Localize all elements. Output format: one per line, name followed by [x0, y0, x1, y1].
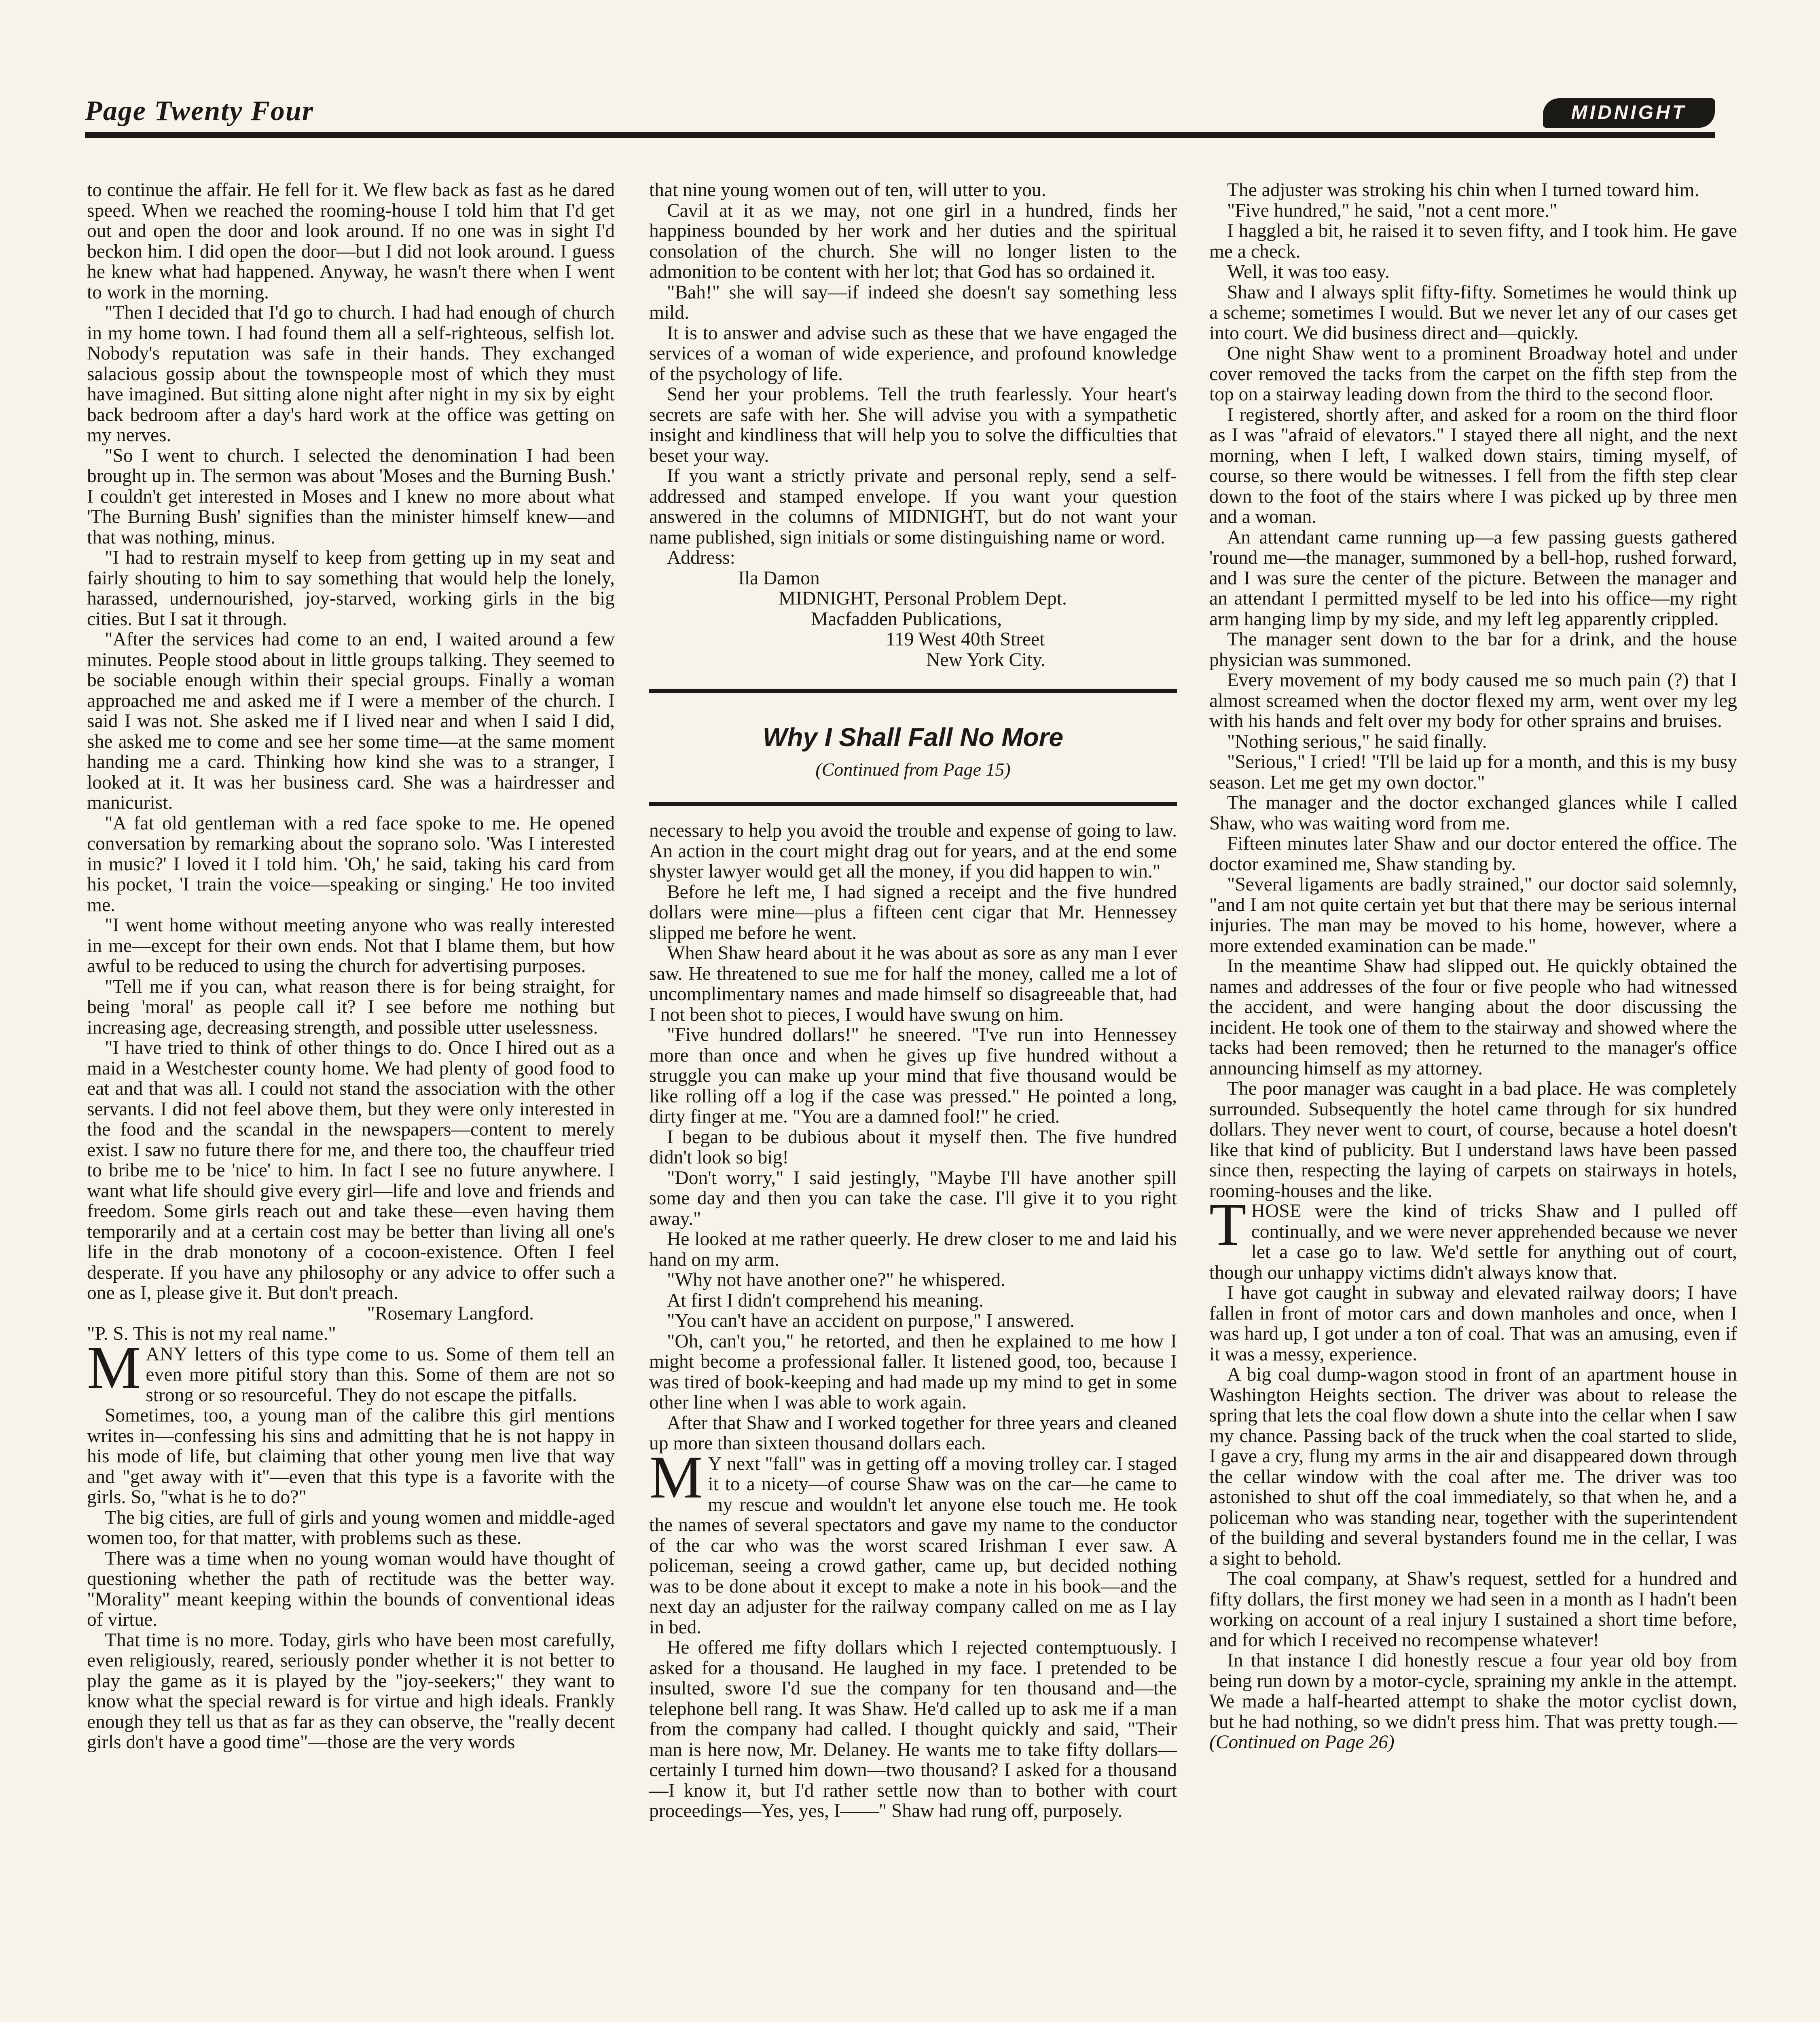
- paragraph-text: next "fall" was in getting off a moving trolley car. I staged it to a nicety—of course Shaw was on the car—he came to my rescue and wouldn't let anyone else touch me. He took the names of several spectators and gave my name to the conductor of the car who was the worst scared Irishman I ever saw. A policeman, seeing a crowd gather, came up, but decided nothing was to be done about it except to make a note in his book—and the next day an adjuster for the railway company called on me as I lay in bed.: [649, 1453, 1177, 1638]
- paragraph: Send her your problems. Tell the truth fearlessly. Your heart's secrets are safe with her. She will advise you with a sympathetic insight and kindliness that will help you to solve the difficulties that beset your way.: [649, 384, 1177, 466]
- paragraph: Sometimes, too, a young man of the calibre this girl mentions writes in—confessing his sins and admitting that he is not happy in his mode of life, but claiming that other young men live that way and "get away with it"—even that this type is a favorite with the girls. So, "what is he to do?": [87, 1405, 615, 1508]
- address-city: New York City.: [926, 649, 1046, 670]
- paragraph-dropcap: [1209, 1191, 1737, 1283]
- continued-from-note: (Continued from Page 15): [815, 759, 1011, 780]
- continued-on-note: (Continued on Page 26): [1209, 1732, 1395, 1753]
- paragraph: "Serious," I cried! "I'll be laid up for a month, and this is my busy season. Let me get my own doctor.": [1209, 751, 1737, 793]
- page-number: Page Twenty Four: [85, 95, 314, 127]
- paragraph: When Shaw heard about it he was about as sore as any man I ever saw. He threatened to sue me for half the money, called me a lot of uncomplimentary names and made himself so disagreeable that, had I not been shot to pieces, I would have swung on him.: [649, 943, 1177, 1025]
- paragraph: "I went home without meeting anyone who was really interested in me—except for their own ends. Not that I blame them, but how awful to be reduced to using the church for advertising purposes.: [87, 915, 615, 977]
- page-header: [85, 95, 1715, 148]
- paragraph: If you want a strictly private and personal reply, send a self-addressed and stamped envelope. If you want your question answered in the columns of MIDNIGHT, but do not want your name published, sign initials or some distinguishing name or word.: [649, 465, 1177, 548]
- paragraph: I haggled a bit, he raised it to seven fifty, and I took him. He gave me a check.: [1209, 220, 1737, 262]
- paragraph: "Nothing serious," he said finally.: [1227, 731, 1487, 752]
- dropcap-continuation: ANY: [146, 1343, 188, 1365]
- paragraph: Fifteen minutes later Shaw and our doctor entered the office. The doctor examined me, Shaw standing by.: [1209, 833, 1737, 875]
- paragraph: The coal company, at Shaw's request, settled for a hundred and fifty dollars, the first money we had seen in a month as I hadn't been working on account of a real injury I sustained a short time before, and for which I received no recompense whatever!: [1209, 1568, 1737, 1651]
- paragraph: "Several ligaments are badly strained," our doctor said solemnly, "and I am not quite certain yet but that there may be serious internal injuries. The man may be moved to his home, however, where a more extended examination can be made.": [1209, 874, 1737, 956]
- paragraph: "Tell me if you can, what reason there is for being straight, for being 'moral' as people call it? I see before me nothing but increasing age, decreasing strength, and possible utter uselessness.: [87, 976, 615, 1038]
- paragraph: That time is no more. Today, girls who have been most carefully, even religiously, reared, seriously ponder whether it is not better to play the game as it is played by the "joy-seekers;" they want to know what the special reward is for virtue and high ideals. Frankly enough they tell us that as far as they can observe, the "really decent girls don't have a good time"—those are the very words: [87, 1629, 615, 1753]
- paragraph: "Don't worry," I said jestingly, "Maybe I'll have another spill some day and then you can take the case. I'll give it to you right away.": [649, 1167, 1177, 1229]
- paragraph: "Five hundred," he said, "not a cent more.": [1227, 200, 1558, 221]
- paragraph: "After the services had come to an end, I waited around a few minutes. People stood about in little groups talking. They seemed to be sociable enough within their special groups. Finally a woman approached me and asked me if I were a member of the church. I said I was not. She asked me if I lived near and when I said I did, she asked me to come and see her some time—at the same moment handing me a card. Thinking how kind she was to a stranger, I looked at it. It was her business card. She was a hairdresser and manicurist.: [87, 629, 615, 813]
- paragraph: The manager sent down to the bar for a drink, and the house physician was summoned.: [1209, 629, 1737, 670]
- paragraph: Every movement of my body caused me so much pain (?) that I almost screamed when the doctor flexed my arm, went over my leg with his hands and felt over my body for other sprains and bruises.: [1209, 670, 1737, 732]
- dropcap-continuation: HOSE: [1251, 1201, 1302, 1222]
- paragraph: He offered me fifty dollars which I rejected contemptuously. I asked for a thousand. He laughed in my face. I pretended to be insulted, swore I'd sue the company for ten thousand and—the telephone bell rang. It was Shaw. He'd called up to ask me if a man from the company had called. I thought quickly and said, "Their man is here now, Mr. Delaney. He wants me to take fifty dollars—certainly I turned him down—two thousand? I asked for a thousand—I know it, but I'd rather settle now than to bother with court proceedings—Yes, yes, I——" Shaw had rung off, purposely.: [649, 1637, 1177, 1821]
- address-name: Ila Damon: [738, 567, 820, 589]
- paragraph-dropcap: [649, 1443, 1177, 1638]
- drop-cap: M: [649, 1443, 703, 1511]
- header-rule: [85, 132, 1715, 138]
- address-company: Macfadden Publications,: [811, 608, 1002, 630]
- letter-signature: "Rosemary Langford.: [367, 1303, 534, 1324]
- paragraph: Shaw and I always split fifty-fifty. Sometimes he would think up a scheme; sometimes I would. But we never let any of our cases get into court. We did business direct and—quickly.: [1209, 281, 1737, 344]
- mailing-address: [649, 548, 1177, 670]
- paragraph: "Then I decided that I'd go to church. I had had enough of church in my home town. I had found them all a self-righteous, selfish lot. Nobody's reputation was safe in their hands. They exchanged salacious gossip about the townspeople most of which they must have imagined. But sitting alone night after night in my six by eight back bedroom after a day's hard work at the office was getting on my nerves.: [87, 302, 615, 446]
- drop-cap: T: [1209, 1191, 1246, 1258]
- address-dept: MIDNIGHT, Personal Problem Dept.: [779, 588, 1067, 609]
- paragraph: "So I went to church. I selected the denomination I had been brought up in. The sermon was about 'Moses and the Burning Bush.' I couldn't get interested in Moses and I knew no more about what 'The Burning Bush' signifies than the minister himself knew—and that was nothing, minus.: [87, 445, 615, 548]
- paragraph: It is to answer and advise such as these that we have engaged the services of a woman of wide experience, and profound knowledge of the psychology of life.: [649, 322, 1177, 385]
- paragraph: "You can't have an accident on purpose," I answered.: [667, 1310, 1075, 1331]
- paragraph: "Why not have another one?" he whispered.: [667, 1269, 1005, 1290]
- section-rule: [649, 802, 1177, 806]
- column-1: [87, 180, 615, 1753]
- paragraph: Cavil at it as we may, not one girl in a hundred, finds her happiness bounded by her work and her duties and the spiritual consolation of the church. She will no longer listen to the admonition to be content with her lot; that God has so ordained it.: [649, 200, 1177, 282]
- paragraph-text: letters of this type come to us. Some of them tell an even more pitiful story than this. Some of them are not so strong or so resourceful. They do not escape the pitfalls.: [146, 1343, 615, 1406]
- paragraph: that nine young women out of ten, will utter to you.: [649, 180, 1046, 201]
- address-street: 119 West 40th Street: [886, 629, 1045, 650]
- paragraph: A big coal dump-wagon stood in front of an apartment house in Washington Heights section. The driver was about to release the spring that lets the coal flow down a shute into the cellar when I saw my chance. Passing back of the truck when the coal started to slide, I gave a cry, flung my arms in the air and disappeared down through the cellar window with the coal after me. The driver was too astonished to shut off the coal immediately, so that when he, and a policeman who was standing near, together with the superintendent of the building and several bystanders found me in the cellar, I was a sight to behold.: [1209, 1364, 1737, 1569]
- paragraph: "Oh, can't you," he retorted, and then he explained to me how I might become a professional faller. It listened good, too, because I was tired of book-keeping and had made up my mind to get in some other line when I was able to work again.: [649, 1330, 1177, 1413]
- paragraph-dropcap: [87, 1334, 615, 1406]
- address-label: Address:: [667, 547, 735, 568]
- paragraph: After that Shaw and I worked together for three years and cleaned up more than sixteen thousand dollars each.: [649, 1412, 1177, 1454]
- paragraph: The manager and the doctor exchanged glances while I called Shaw, who was waiting word from me.: [1209, 792, 1737, 834]
- paragraph: In the meantime Shaw had slipped out. He quickly obtained the names and addresses of the four or five people who had witnessed the accident, and were hanging about the door discussing the incident. He took one of them to the stairway and showed where the tacks had been removed; then he returned to the manager's office announcing himself as my attorney.: [1209, 956, 1737, 1079]
- story-headline: Why I Shall Fall No More: [762, 723, 1064, 752]
- paragraph: An attendant came running up—a few passing guests gathered 'round me—the manager, summoned by a bell-hop, rushed forward, and I was sure the center of the picture. Between the manager and an attendant I permitted myself to be led into his office—my right arm hanging limp by my side, and my left leg apparently crippled.: [1209, 527, 1737, 630]
- paragraph: necessary to help you avoid the trouble and expense of going to law. An action in the court might drag out for years, and at the end some shyster lawyer would get all the money, if you did happen to win.": [649, 820, 1177, 882]
- column-3: [1209, 180, 1737, 1753]
- masthead-logo: MIDNIGHT: [1543, 98, 1715, 128]
- paragraph: The poor manager was caught in a bad place. He was completely surrounded. Subsequently the hotel came through for six hundred dollars. They never went to court, of course, because a hotel doesn't like that kind of publicity. But I understand laws have been passed since then, respecting the laying of carpets on stairways in hotels, rooming-houses and the like.: [1209, 1078, 1737, 1201]
- section-rule: [649, 689, 1177, 693]
- paragraph: [1209, 1650, 1737, 1753]
- paragraph: The adjuster was stroking his chin when I turned toward him.: [1227, 180, 1699, 201]
- paragraph: I have got caught in subway and elevated railway doors; I have fallen in front of motor cars and down manholes and once, when I was hard up, I got under a ton of coal. That was an amusing, even if it was a messy, experience.: [1209, 1282, 1737, 1365]
- paragraph: Before he left me, I had signed a receipt and the five hundred dollars were mine—plus a fifteen cent cigar that Mr. Hennessey slipped me before he went.: [649, 881, 1177, 943]
- paragraph: The big cities, are full of girls and young women and middle-aged women too, for that matter, with problems such as these.: [87, 1507, 615, 1548]
- paragraph: Well, it was too easy.: [1227, 261, 1390, 282]
- letter-postscript: "P. S. This is not my real name.": [87, 1323, 336, 1344]
- paragraph: "I had to restrain myself to keep from getting up in my seat and fairly shouting to him to say something that would help the lonely, harassed, undernourished, joy-starved, working girls in the big cities. But I sat it through.: [87, 547, 615, 630]
- paragraph: "Bah!" she will say—if indeed she doesn't say something less mild.: [649, 281, 1177, 323]
- dropcap-continuation: Y: [708, 1453, 722, 1474]
- paragraph-text: In that instance I did honestly rescue a four year old boy from being run down by a motor-cycle, spraining my ankle in the attempt. We made a half-hearted attempt to shake the motor cyclist down, but he had nothing, so we didn't press him. That was pretty tough.—: [1209, 1650, 1737, 1732]
- drop-cap: M: [87, 1334, 141, 1401]
- column-2: [649, 180, 1177, 1821]
- paragraph: I registered, shortly after, and asked for a room on the third floor as I was "afraid of elevators." I stayed there all night, and the next morning, when I left, I walked down stairs, timing myself, of course, so there would be witnesses. I fell from the fifth step clear down to the foot of the stairs where I was picked up by three men and a woman.: [1209, 404, 1737, 527]
- paragraph-text: were the kind of tricks Shaw and I pulled off continually, and we were never apprehended because we never let a case go to law. We'd settle for anything out of court, though our unhappy victims didn't always know that.: [1209, 1201, 1737, 1283]
- paragraph: I began to be dubious about it myself then. The five hundred didn't look so big!: [649, 1126, 1177, 1168]
- paragraph: to continue the affair. He fell for it. We flew back as fast as he dared speed. When we reached the rooming-house I told him that I'd get out and open the door and look around. If no one was in sight I'd beckon him. I did open the door—but I did not look around. I guess he knew what had happened. Anyway, he wasn't there when I went to work in the morning.: [87, 180, 615, 303]
- paragraph: At first I didn't comprehend his meaning.: [667, 1290, 984, 1311]
- paragraph: "Five hundred dollars!" he sneered. "I've run into Hennessey more than once and when he gives up five hundred without a struggle you can make up your mind that five thousand would be like rolling off a log if the case was pressed." He pointed a long, dirty finger at me. "You are a damned fool!" he cried.: [649, 1024, 1177, 1127]
- paragraph: "I have tried to think of other things to do. Once I hired out as a maid in a Westchester county home. We had plenty of good food to eat and that was all. I could not stand the association with the other servants. I did not feel above them, but they were only interested in the food and the scandal in the newspapers—content to merely exist. I saw no future there for me, and there too, the chauffeur tried to bribe me to be 'nice' to him. In fact I see no future anywhere. I want what life should give every girl—life and love and friends and freedom. Some girls reach out and take these—even having them temporarily and at a certain cost may be better than living all one's life in the drab monotony of a cocoon-existence. Often I feel desperate. If you have any philosophy or any advice to offer such a one as I, please give it. But don't preach.: [87, 1037, 615, 1303]
- paragraph: "A fat old gentleman with a red face spoke to me. He opened conversation by remarking about the soprano solo. 'Was I interested in music?' I loved it I told him. 'Oh,' he said, taking his card from his pocket, 'I train the voice—speaking or singing.' He too invited me.: [87, 812, 615, 916]
- paragraph: He looked at me rather queerly. He drew closer to me and laid his hand on my arm.: [649, 1229, 1177, 1270]
- paragraph: One night Shaw went to a prominent Broadway hotel and under cover removed the tacks from the carpet on the fifth step from the top on a stairway leading down from the third to the second floor.: [1209, 343, 1737, 405]
- paragraph: There was a time when no young woman would have thought of questioning whether the path of rectitude was the better way. "Morality" meant keeping within the bounds of conventional ideas of virtue.: [87, 1548, 615, 1630]
